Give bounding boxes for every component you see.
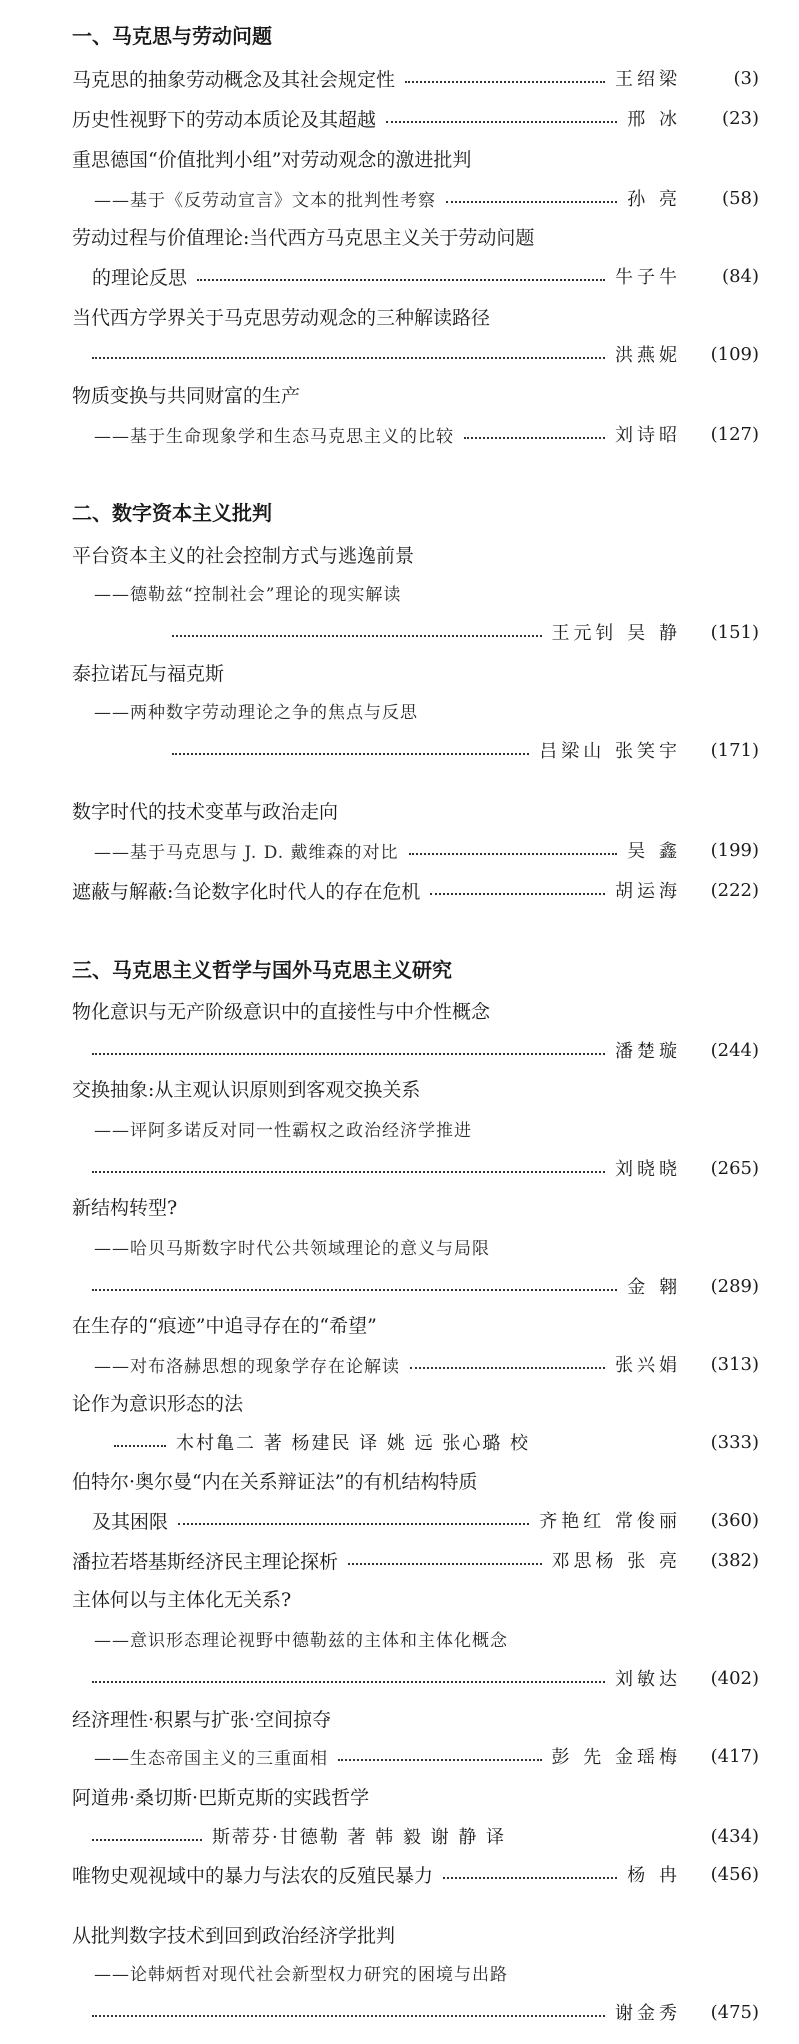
toc-entry[interactable] xyxy=(72,1818,759,1854)
toc-entry-subtitle-line[interactable] xyxy=(72,692,759,728)
toc-entry-title-line[interactable] xyxy=(72,992,759,1028)
toc-entry-subtitle-line[interactable] xyxy=(72,1620,759,1656)
entry-page: (84) xyxy=(722,265,759,287)
entry-author: 刘晓晓 xyxy=(615,1159,681,1180)
toc-entry-subtitle-line[interactable] xyxy=(72,1228,759,1264)
toc-entry[interactable] xyxy=(72,60,759,96)
entry-page: (382) xyxy=(710,1549,759,1571)
toc-entry-title-line[interactable] xyxy=(72,1462,759,1498)
entry-author: 邓思杨 张 亮 xyxy=(551,1551,681,1572)
entry-title: 泰拉诺瓦与福克斯 xyxy=(72,662,225,685)
entry-author: 王绍梁 xyxy=(615,69,681,90)
dot-leader xyxy=(446,201,617,203)
entry-title: 数字时代的技术变革与政治走向 xyxy=(72,800,339,823)
dot-leader xyxy=(178,1523,529,1525)
toc-entry-title-line[interactable] xyxy=(72,140,759,176)
entry-title: 主体何以与主体化无关系? xyxy=(72,1588,292,1611)
entry-page: (475) xyxy=(710,2001,759,2023)
entry-page: (313) xyxy=(710,1353,759,1375)
toc-entry[interactable] xyxy=(72,1346,759,1382)
entry-title-continued: 及其困限 xyxy=(92,1510,169,1533)
entry-subtitle: ——对布洛赫思想的现象学存在论解读 xyxy=(94,1356,400,1377)
entry-author: 谢金秀 xyxy=(615,2003,681,2024)
toc-entry[interactable] xyxy=(72,1424,759,1460)
toc-entry[interactable] xyxy=(72,1660,759,1696)
toc-entry-title-line[interactable] xyxy=(72,1188,759,1224)
entry-page: (417) xyxy=(710,1745,759,1767)
entry-page: (289) xyxy=(710,1275,759,1297)
dot-leader xyxy=(92,1053,605,1055)
toc-entry[interactable] xyxy=(72,832,759,868)
entry-title-continued: 的理论反思 xyxy=(92,266,188,289)
section-heading: 二、数字资本主义批判 xyxy=(72,500,272,525)
entry-author: 金 翱 xyxy=(627,1277,681,1298)
entry-title: 平台资本主义的社会控制方式与逃逸前景 xyxy=(72,544,415,567)
entry-page: (434) xyxy=(710,1825,759,1847)
entry-title: 劳动过程与价值理论:当代西方马克思主义关于劳动问题 xyxy=(72,226,535,249)
entry-page: (3) xyxy=(733,67,759,89)
entry-page: (244) xyxy=(710,1039,759,1061)
entry-title: 新结构转型? xyxy=(72,1196,178,1219)
entry-title: 马克思的抽象劳动概念及其社会规定性 xyxy=(72,68,396,91)
dot-leader xyxy=(92,1171,605,1173)
entry-subtitle: ——论韩炳哲对现代社会新型权力研究的困境与出路 xyxy=(94,1964,508,1985)
dot-leader xyxy=(338,1759,542,1761)
entry-title: 当代西方学界关于马克思劳动观念的三种解读路径 xyxy=(72,306,491,329)
entry-author: 斯蒂芬·甘德勒 著 韩 毅 谢 静 译 xyxy=(212,1827,507,1848)
entry-author: 木村亀二 著 杨建民 译 姚 远 张心璐 校 xyxy=(176,1433,531,1454)
entry-page: (199) xyxy=(710,839,759,861)
entry-author: 彭 先 金瑶梅 xyxy=(551,1747,681,1768)
dot-leader xyxy=(348,1563,542,1565)
entry-page: (222) xyxy=(710,879,759,901)
dot-leader xyxy=(114,1445,166,1447)
toc-entry[interactable] xyxy=(72,1502,759,1538)
entry-title: 伯特尔·奥尔曼“内在关系辩证法”的有机结构特质 xyxy=(72,1470,478,1493)
entry-page: (171) xyxy=(710,739,759,761)
toc-entry[interactable] xyxy=(72,1994,759,2030)
toc-entry-title-line[interactable] xyxy=(72,792,759,828)
entry-title: 物化意识与无产阶级意识中的直接性与中介性概念 xyxy=(72,1000,491,1023)
toc-entry[interactable] xyxy=(72,614,759,650)
entry-author: 潘楚璇 xyxy=(615,1041,681,1062)
dot-leader xyxy=(443,1877,617,1879)
entry-page: (109) xyxy=(710,343,759,365)
toc-entry-subtitle-line[interactable] xyxy=(72,1110,759,1146)
dot-leader xyxy=(409,853,618,855)
toc-entry[interactable] xyxy=(72,336,759,372)
toc-entry-title-line[interactable] xyxy=(72,1580,759,1616)
entry-title: 遮蔽与解蔽:刍论数字化时代人的存在危机 xyxy=(72,880,421,903)
toc-entry[interactable] xyxy=(72,1150,759,1186)
toc-entry-title-line[interactable] xyxy=(72,1070,759,1106)
toc-entry-subtitle-line[interactable] xyxy=(72,1954,759,1990)
entry-author: 胡运海 xyxy=(615,881,681,902)
entry-page: (333) xyxy=(710,1431,759,1453)
entry-author: 洪燕妮 xyxy=(615,345,681,366)
toc-entry[interactable] xyxy=(72,100,759,136)
entry-title: 从批判数字技术到回到政治经济学批判 xyxy=(72,1924,396,1947)
entry-title: 唯物史观视域中的暴力与法农的反殖民暴力 xyxy=(72,1864,434,1887)
toc-entry[interactable] xyxy=(72,1268,759,1304)
entry-title: 论作为意识形态的法 xyxy=(72,1392,244,1415)
toc-entry[interactable] xyxy=(72,1738,759,1774)
entry-author: 刘敏达 xyxy=(615,1669,681,1690)
toc-entry[interactable] xyxy=(72,258,759,294)
toc-entry[interactable] xyxy=(72,416,759,452)
dot-leader xyxy=(92,357,605,359)
toc-entry-title-line[interactable] xyxy=(72,1306,759,1342)
section-heading: 三、马克思主义哲学与国外马克思主义研究 xyxy=(72,957,452,982)
dot-leader xyxy=(92,1289,617,1291)
entry-author: 牛子牛 xyxy=(615,267,681,288)
entry-page: (360) xyxy=(710,1509,759,1531)
toc-entry-title-line[interactable] xyxy=(72,1700,759,1736)
dot-leader xyxy=(172,753,529,755)
toc-entry-title-line[interactable] xyxy=(72,536,759,572)
dot-leader xyxy=(430,893,605,895)
toc-entry[interactable] xyxy=(72,1542,759,1578)
entry-subtitle: ——评阿多诺反对同一性霸权之政治经济学推进 xyxy=(94,1120,472,1141)
entry-title: 阿道弗·桑切斯·巴斯克斯的实践哲学 xyxy=(72,1786,370,1809)
entry-title: 历史性视野下的劳动本质论及其超越 xyxy=(72,108,377,131)
entry-author: 孙 亮 xyxy=(627,189,681,210)
toc-entry[interactable] xyxy=(72,1856,759,1892)
entry-subtitle: ——基于生命现象学和生态马克思主义的比较 xyxy=(94,426,454,447)
toc-entry[interactable] xyxy=(72,1032,759,1068)
dot-leader xyxy=(92,2015,605,2017)
entry-subtitle: ——哈贝马斯数字时代公共领域理论的意义与局限 xyxy=(94,1238,490,1259)
dot-leader xyxy=(410,1367,605,1369)
dot-leader xyxy=(92,1839,202,1841)
entry-title: 交换抽象:从主观认识原则到客观交换关系 xyxy=(72,1078,421,1101)
dot-leader xyxy=(172,635,542,637)
toc-entry-title-line[interactable] xyxy=(72,1384,759,1420)
toc-entry[interactable] xyxy=(72,872,759,908)
entry-page: (402) xyxy=(710,1667,759,1689)
entry-title: 在生存的“痕迹”中追寻存在的“希望” xyxy=(72,1314,377,1337)
entry-author: 张兴娟 xyxy=(615,1355,681,1376)
entry-page: (151) xyxy=(710,621,759,643)
entry-author: 王元钊 吴 静 xyxy=(551,623,681,644)
toc-entry-title-line[interactable] xyxy=(72,1916,759,1952)
toc-entry-title-line[interactable] xyxy=(72,218,759,254)
toc-entry-title-line[interactable] xyxy=(72,654,759,690)
toc-entry-title-line[interactable] xyxy=(72,298,759,334)
entry-subtitle: ——基于《反劳动宣言》文本的批判性考察 xyxy=(94,190,436,211)
section-heading: 一、马克思与劳动问题 xyxy=(72,23,272,48)
toc-entry-subtitle-line[interactable] xyxy=(72,574,759,610)
entry-subtitle: ——生态帝国主义的三重面相 xyxy=(94,1748,328,1769)
dot-leader xyxy=(197,279,605,281)
entry-author: 杨 冉 xyxy=(627,1865,681,1886)
entry-author: 吴 鑫 xyxy=(627,841,681,862)
toc-entry[interactable] xyxy=(72,180,759,216)
entry-title: 潘拉若塔基斯经济民主理论探析 xyxy=(72,1550,339,1573)
dot-leader xyxy=(386,121,617,123)
entry-title: 物质变换与共同财富的生产 xyxy=(72,384,301,407)
entry-author: 吕梁山 张笑宇 xyxy=(539,741,681,762)
entry-subtitle: ——德勒兹“控制社会”理论的现实解读 xyxy=(94,584,402,605)
entry-subtitle: ——意识形态理论视野中德勒兹的主体和主体化概念 xyxy=(94,1630,508,1651)
entry-page: (58) xyxy=(722,187,759,209)
toc-entry[interactable] xyxy=(72,732,759,768)
entry-page: (23) xyxy=(722,107,759,129)
entry-page: (127) xyxy=(710,423,759,445)
entry-page: (456) xyxy=(710,1863,759,1885)
entry-title: 重思德国“价值批判小组”对劳动观念的激进批判 xyxy=(72,148,472,171)
entry-subtitle: ——基于马克思与 J. D. 戴维森的对比 xyxy=(94,842,399,863)
dot-leader xyxy=(92,1681,605,1683)
entry-title: 经济理性·积累与扩张·空间掠夺 xyxy=(72,1708,332,1731)
entry-author: 邢 冰 xyxy=(627,109,681,130)
entry-subtitle: ——两种数字劳动理论之争的焦点与反思 xyxy=(94,702,418,723)
toc-entry-title-line[interactable] xyxy=(72,1778,759,1814)
entry-author: 齐艳红 常俊丽 xyxy=(539,1511,681,1532)
entry-author: 刘诗昭 xyxy=(615,425,681,446)
dot-leader xyxy=(464,437,605,439)
toc-entry-title-line[interactable] xyxy=(72,376,759,412)
dot-leader xyxy=(405,81,605,83)
entry-page: (265) xyxy=(710,1157,759,1179)
